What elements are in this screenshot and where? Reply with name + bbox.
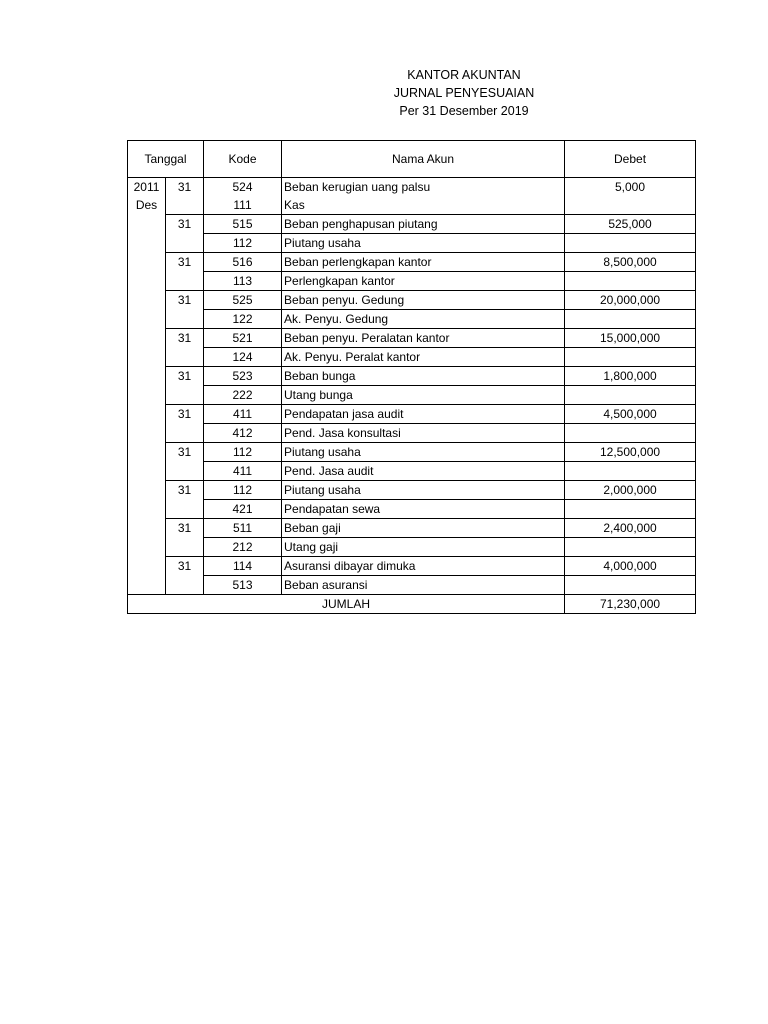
debit-code: 523 bbox=[204, 367, 282, 386]
credit-account: Utang gaji bbox=[282, 538, 565, 557]
journal-entry-credit-row bbox=[128, 538, 696, 557]
debit-code: 114 bbox=[204, 557, 282, 576]
journal-entry-debit-row bbox=[128, 367, 696, 386]
company-name: KANTOR AKUNTAN bbox=[407, 68, 521, 82]
credit-account: Ak. Penyu. Gedung bbox=[282, 310, 565, 329]
debit-amount: 4,000,000 bbox=[565, 557, 696, 576]
credit-account: Ak. Penyu. Peralat kantor bbox=[282, 348, 565, 367]
total-amount: 71,230,000 bbox=[565, 595, 696, 614]
entry-day: 31 bbox=[166, 291, 204, 329]
entry-day: 31 bbox=[166, 178, 204, 215]
credit-account: Kas bbox=[282, 196, 565, 215]
journal-entry-credit-row bbox=[128, 576, 696, 595]
credit-code: 112 bbox=[204, 234, 282, 253]
table-header-row bbox=[128, 141, 696, 178]
entry-day: 31 bbox=[166, 443, 204, 481]
journal-entry-credit-row bbox=[128, 272, 696, 291]
credit-code: 412 bbox=[204, 424, 282, 443]
total-row bbox=[128, 595, 696, 614]
column-header-nama-akun: Nama Akun bbox=[282, 141, 565, 178]
debit-account: Beban kerugian uang palsu bbox=[282, 178, 565, 197]
debit-amount: 2,400,000 bbox=[565, 519, 696, 538]
entry-day: 31 bbox=[166, 253, 204, 291]
date-cell bbox=[128, 178, 166, 595]
credit-amount-empty bbox=[565, 386, 696, 405]
debit-amount: 525,000 bbox=[565, 215, 696, 234]
credit-amount-empty bbox=[565, 462, 696, 481]
journal-entry-credit-row bbox=[128, 386, 696, 405]
credit-amount-empty bbox=[565, 348, 696, 367]
entry-day: 31 bbox=[166, 519, 204, 557]
credit-amount-empty bbox=[565, 538, 696, 557]
credit-code: 411 bbox=[204, 462, 282, 481]
journal-entry-debit-row bbox=[128, 519, 696, 538]
entry-day: 31 bbox=[166, 405, 204, 443]
journal-entry-debit-row bbox=[128, 253, 696, 272]
debit-account: Beban penyu. Gedung bbox=[282, 291, 565, 310]
total-label: JUMLAH bbox=[128, 595, 565, 614]
credit-code: 212 bbox=[204, 538, 282, 557]
credit-amount-empty bbox=[565, 424, 696, 443]
journal-entry-credit-row bbox=[128, 196, 696, 215]
credit-code: 222 bbox=[204, 386, 282, 405]
entry-day: 31 bbox=[166, 215, 204, 253]
journal-entry-debit-row bbox=[128, 405, 696, 424]
credit-amount-empty bbox=[565, 196, 696, 215]
debit-code: 525 bbox=[204, 291, 282, 310]
journal-entry-debit-row bbox=[128, 178, 696, 197]
credit-account: Piutang usaha bbox=[282, 234, 565, 253]
debit-account: Asuransi dibayar dimuka bbox=[282, 557, 565, 576]
debit-account: Beban gaji bbox=[282, 519, 565, 538]
journal-entry-credit-row bbox=[128, 234, 696, 253]
entry-day: 31 bbox=[166, 557, 204, 595]
credit-account: Utang bunga bbox=[282, 386, 565, 405]
journal-entry-credit-row bbox=[128, 424, 696, 443]
journal-entry-credit-row bbox=[128, 462, 696, 481]
debit-account: Beban penghapusan piutang bbox=[282, 215, 565, 234]
debit-amount: 12,500,000 bbox=[565, 443, 696, 462]
journal-entry-debit-row bbox=[128, 481, 696, 500]
journal-entry-debit-row bbox=[128, 557, 696, 576]
debit-amount: 4,500,000 bbox=[565, 405, 696, 424]
credit-code: 122 bbox=[204, 310, 282, 329]
journal-entry-debit-row bbox=[128, 443, 696, 462]
debit-amount: 5,000 bbox=[565, 178, 696, 197]
column-header-tanggal: Tanggal bbox=[128, 141, 204, 178]
debit-code: 411 bbox=[204, 405, 282, 424]
journal-entry-credit-row bbox=[128, 348, 696, 367]
debit-code: 516 bbox=[204, 253, 282, 272]
entry-day: 31 bbox=[166, 367, 204, 405]
date-month: Des bbox=[135, 198, 158, 212]
debit-amount: 8,500,000 bbox=[565, 253, 696, 272]
credit-amount-empty bbox=[565, 272, 696, 291]
debit-amount: 15,000,000 bbox=[565, 329, 696, 348]
debit-amount: 1,800,000 bbox=[565, 367, 696, 386]
report-period: Per 31 Desember 2019 bbox=[399, 104, 529, 118]
credit-code: 124 bbox=[204, 348, 282, 367]
credit-account: Pendapatan sewa bbox=[282, 500, 565, 519]
debit-code: 521 bbox=[204, 329, 282, 348]
debit-code: 515 bbox=[204, 215, 282, 234]
column-header-debet: Debet bbox=[565, 141, 696, 178]
entry-day: 31 bbox=[166, 481, 204, 519]
credit-code: 513 bbox=[204, 576, 282, 595]
date-year: 2011 bbox=[133, 180, 160, 194]
credit-code: 421 bbox=[204, 500, 282, 519]
journal-entry-credit-row bbox=[128, 310, 696, 329]
debit-amount: 20,000,000 bbox=[565, 291, 696, 310]
debit-code: 112 bbox=[204, 481, 282, 500]
journal-body bbox=[128, 178, 696, 614]
journal-entry-debit-row bbox=[128, 215, 696, 234]
debit-code: 112 bbox=[204, 443, 282, 462]
debit-account: Piutang usaha bbox=[282, 443, 565, 462]
journal-entry-debit-row bbox=[128, 291, 696, 310]
report-title: JURNAL PENYESUAIAN bbox=[393, 86, 535, 100]
journal-table bbox=[127, 140, 696, 614]
credit-account: Beban asuransi bbox=[282, 576, 565, 595]
credit-account: Pend. Jasa audit bbox=[282, 462, 565, 481]
credit-amount-empty bbox=[565, 234, 696, 253]
report-heading bbox=[340, 66, 588, 120]
credit-amount-empty bbox=[565, 310, 696, 329]
debit-account: Beban bunga bbox=[282, 367, 565, 386]
credit-account: Perlengkapan kantor bbox=[282, 272, 565, 291]
debit-account: Pendapatan jasa audit bbox=[282, 405, 565, 424]
credit-amount-empty bbox=[565, 500, 696, 519]
debit-account: Beban penyu. Peralatan kantor bbox=[282, 329, 565, 348]
credit-code: 111 bbox=[204, 196, 282, 215]
debit-code: 524 bbox=[204, 178, 282, 197]
journal-entry-debit-row bbox=[128, 329, 696, 348]
debit-amount: 2,000,000 bbox=[565, 481, 696, 500]
journal-entry-credit-row bbox=[128, 500, 696, 519]
entry-day: 31 bbox=[166, 329, 204, 367]
column-header-kode: Kode bbox=[204, 141, 282, 178]
credit-code: 113 bbox=[204, 272, 282, 291]
debit-code: 511 bbox=[204, 519, 282, 538]
debit-account: Beban perlengkapan kantor bbox=[282, 253, 565, 272]
credit-account: Pend. Jasa konsultasi bbox=[282, 424, 565, 443]
debit-account: Piutang usaha bbox=[282, 481, 565, 500]
credit-amount-empty bbox=[565, 576, 696, 595]
